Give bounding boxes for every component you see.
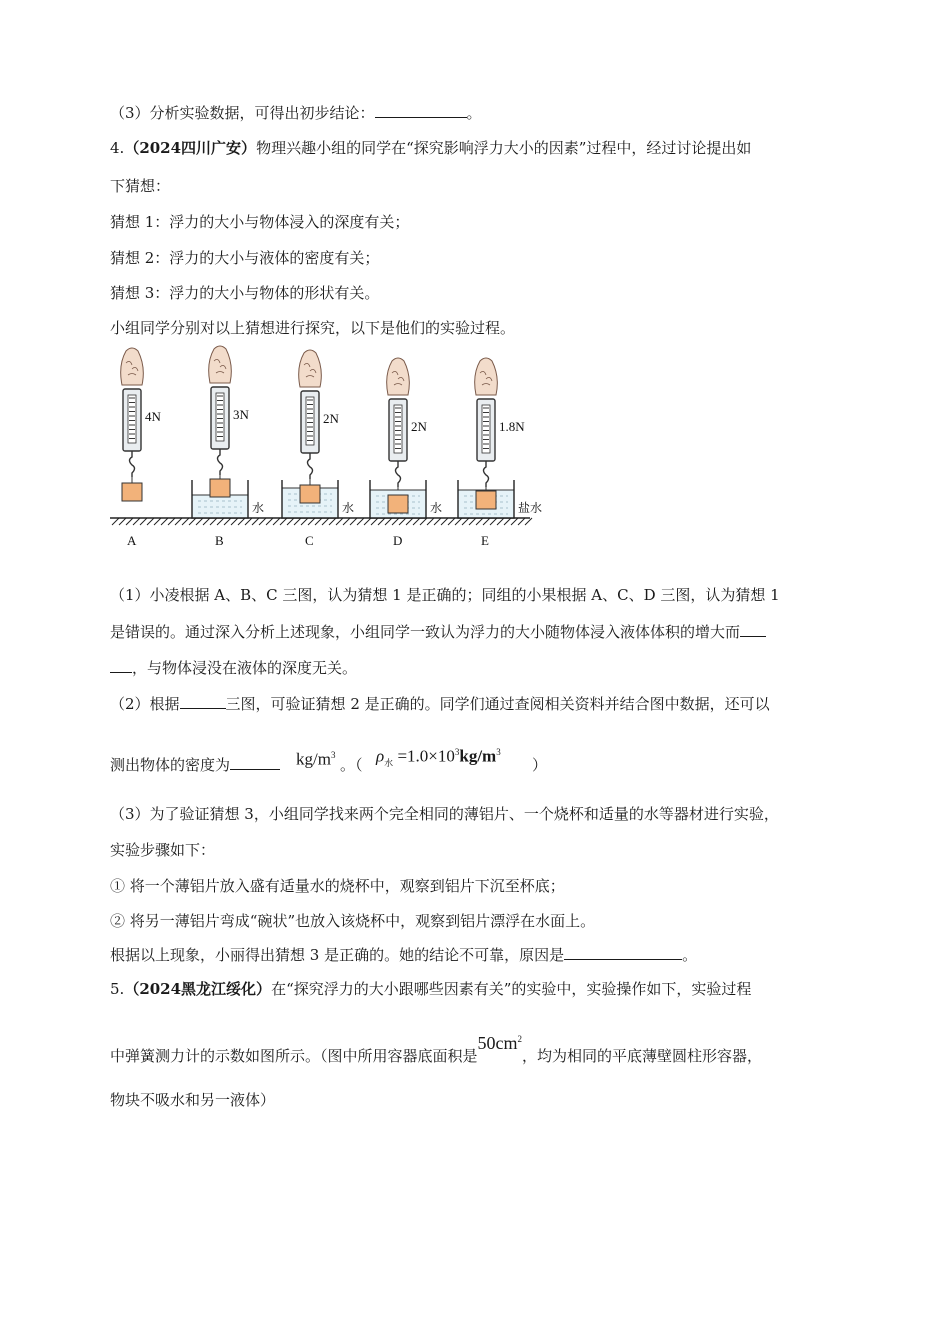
ground-hatch (168, 518, 175, 525)
answer-blank[interactable] (110, 658, 132, 673)
punct: 。 (682, 946, 698, 964)
figure-label: A (127, 533, 137, 548)
unit-text: kg/m (296, 749, 331, 769)
ground-hatch (217, 518, 224, 525)
p1-line-1: （1）小凌根据 A、B、C 三图，认为猜想 1 是正确的；同组的小果根据 A、C、D 三图，认为猜想 1 (110, 586, 780, 604)
p2-line-1 (110, 694, 770, 714)
ground-hatch (329, 518, 336, 525)
hook-icon (396, 461, 401, 487)
p3-line-3 (110, 945, 697, 965)
ground-hatch (455, 518, 462, 525)
ground-hatch (126, 518, 133, 525)
ground-hatch (266, 518, 273, 525)
ground-hatch (112, 518, 119, 525)
guess-2: 猜想 2：浮力的大小与液体的密度有关； (110, 249, 380, 267)
ground-hatch (434, 518, 441, 525)
ground-hatch (336, 518, 343, 525)
rho-unit: kg/m (459, 746, 497, 766)
block (210, 479, 230, 497)
q4-intro-line-2: 下猜想： (110, 177, 171, 195)
guess-3: 猜想 3：浮力的大小与物体的形状有关。 (110, 284, 380, 302)
ground-hatch (364, 518, 371, 525)
block (300, 485, 320, 503)
area-value (478, 1033, 523, 1053)
ground-hatch (490, 518, 497, 525)
answer-blank[interactable] (564, 945, 682, 960)
unit-exponent: 3 (330, 750, 336, 760)
ground-hatch (175, 518, 182, 525)
q3-conclusion-text: （3）分析实验数据，可得出初步结论： (110, 104, 375, 122)
ground-hatch (196, 518, 203, 525)
ground-hatch (469, 518, 476, 525)
ground-hatch (483, 518, 490, 525)
ground-hatch (238, 518, 245, 525)
guess-1: 猜想 1：浮力的大小与物体浸入的深度有关； (110, 213, 410, 231)
hook-icon (130, 451, 135, 477)
ground-hatch (448, 518, 455, 525)
figure-label: B (215, 533, 224, 548)
p2-line-2 (110, 755, 280, 775)
area-exponent: 2 (517, 1034, 523, 1044)
scale-reading: 3N (233, 407, 249, 422)
ground-hatch (413, 518, 420, 525)
step-2: ② 将另一薄铝片弯成“碗状”也放入该烧杯中，观察到铝片漂浮在水面上。 (110, 912, 596, 930)
hand-icon (209, 346, 232, 383)
p2-text: 三图，可验证猜想 2 是正确的。同学们通过查阅相关资料并结合图中数据，还可以 (225, 695, 770, 713)
p1-line-3 (110, 658, 357, 678)
rho-exponent: 3 (454, 747, 460, 757)
question-intro: 物理兴趣小组的同学在“探究影响浮力大小的因素”过程中，经过讨论提出如 (256, 139, 752, 157)
ground-hatch (210, 518, 217, 525)
scale-reading: 2N (411, 419, 427, 434)
ground-hatch (399, 518, 406, 525)
liquid-label: 水 (342, 501, 355, 515)
ground-hatch (441, 518, 448, 525)
ground-hatch (147, 518, 154, 525)
figure-label: C (305, 533, 314, 548)
ground-hatch (357, 518, 364, 525)
ground-hatch (154, 518, 161, 525)
rho-value: =1.0×10 (397, 746, 455, 766)
q5-intro-line-1 (110, 979, 751, 999)
question-intro: 在“探究浮力的大小跟哪些因素有关”的实验中，实验操作如下，实验过程 (271, 980, 752, 998)
question-source: （2024黑龙江绥化） (124, 980, 272, 998)
liquid-fill (192, 495, 248, 518)
scale-reading: 4N (145, 409, 161, 424)
ground-hatch (322, 518, 329, 525)
hand-icon (121, 348, 144, 385)
ground-hatch (525, 518, 532, 525)
p2-text: 测出物体的密度为 (110, 756, 231, 774)
rho-symbol: ρ (376, 746, 385, 766)
ground-hatch (476, 518, 483, 525)
scale-reading: 1.8N (499, 419, 525, 434)
ground-hatch (315, 518, 322, 525)
ground-hatch (427, 518, 434, 525)
liquid-label: 盐水 (518, 501, 543, 515)
p2-text: （2）根据 (110, 695, 180, 713)
ground-hatch (287, 518, 294, 525)
ground-hatch (385, 518, 392, 525)
p3-line-2: 实验步骤如下： (110, 841, 216, 859)
step-1: ① 将一个薄铝片放入盛有适量水的烧杯中，观察到铝片下沉至杯底； (110, 877, 565, 895)
p1-text: 是错误的。通过深入分析上述现象，小组同学一致认为浮力的大小随物体浸入液体体积的增大而 (110, 623, 741, 641)
answer-blank[interactable] (375, 103, 467, 118)
question-source: （2024四川广安） (124, 139, 257, 157)
ground-hatch (224, 518, 231, 525)
hand-icon (387, 358, 410, 395)
answer-blank[interactable] (230, 755, 280, 770)
ground-hatch (294, 518, 301, 525)
q3-conclusion-line (110, 103, 482, 123)
hook-icon (218, 449, 223, 475)
ground-hatch (504, 518, 511, 525)
block (122, 483, 142, 501)
p3-line-1: （3）为了验证猜想 3，小组同学找来两个完全相同的薄铝片、一个烧杯和适量的水等器材进行实验， (110, 805, 779, 823)
block (388, 495, 408, 513)
hand-icon (475, 358, 498, 395)
ground-hatch (189, 518, 196, 525)
q4-intro-line-1 (110, 138, 751, 158)
ground-hatch (378, 518, 385, 525)
p1-text: ，与物体浸没在液体的深度无关。 (132, 659, 358, 677)
process-line: 小组同学分别对以上猜想进行探究，以下是他们的实验过程。 (110, 319, 516, 337)
ground-hatch (140, 518, 147, 525)
ground-hatch (462, 518, 469, 525)
figure-label: D (393, 533, 403, 548)
p1-line-2 (110, 622, 766, 642)
ground-hatch (301, 518, 308, 525)
ground-hatch (511, 518, 518, 525)
ground-hatch (203, 518, 210, 525)
q5-text: ，均为相同的平底薄壁圆柱形容器， (522, 1047, 763, 1065)
ground-hatch (406, 518, 413, 525)
scale-reading: 2N (323, 411, 339, 426)
question-number: 5. (110, 980, 125, 998)
experiment-figure (110, 345, 550, 555)
answer-blank[interactable] (740, 622, 766, 637)
block (476, 491, 496, 509)
answer-blank[interactable] (180, 694, 226, 709)
p3-text: 根据以上现象，小丽得出猜想 3 是正确的。她的结论不可靠，原因是 (110, 946, 565, 964)
water-density-formula (376, 742, 501, 773)
rho-subscript: 水 (384, 758, 394, 769)
ground-hatch (308, 518, 315, 525)
q5-intro-line-3: 物块不吸水和另一液体） (110, 1091, 276, 1109)
p2-close: ） (532, 756, 548, 774)
hook-icon (308, 453, 313, 479)
ground-hatch (161, 518, 168, 525)
hook-icon (484, 461, 489, 487)
ground-hatch (371, 518, 378, 525)
ground-hatch (259, 518, 266, 525)
liquid-label: 水 (430, 501, 443, 515)
q5-intro-line-2 (110, 1033, 763, 1066)
question-number: 4. (110, 139, 125, 157)
ground-hatch (231, 518, 238, 525)
ground-hatch (350, 518, 357, 525)
q5-text: 中弹簧测力计的示数如图所示。（图中所用容器底面积是 (110, 1047, 478, 1065)
p2-punct: 。（ (340, 756, 363, 774)
ground-hatch (343, 518, 350, 525)
rho-unit-exponent: 3 (496, 747, 501, 757)
density-unit (296, 745, 335, 770)
ground-hatch (518, 518, 525, 525)
ground-hatch (280, 518, 287, 525)
ground-hatch (133, 518, 140, 525)
punct: 。 (466, 104, 482, 122)
ground-hatch (392, 518, 399, 525)
ground-hatch (420, 518, 427, 525)
ground-hatch (252, 518, 259, 525)
ground-hatch (273, 518, 280, 525)
area-text: 50cm (477, 1033, 518, 1053)
ground-hatch (182, 518, 189, 525)
liquid-label: 水 (252, 501, 265, 515)
ground-hatch (119, 518, 126, 525)
hand-icon (299, 350, 322, 387)
ground-hatch (245, 518, 252, 525)
figure-label: E (481, 533, 489, 548)
ground-hatch (497, 518, 504, 525)
